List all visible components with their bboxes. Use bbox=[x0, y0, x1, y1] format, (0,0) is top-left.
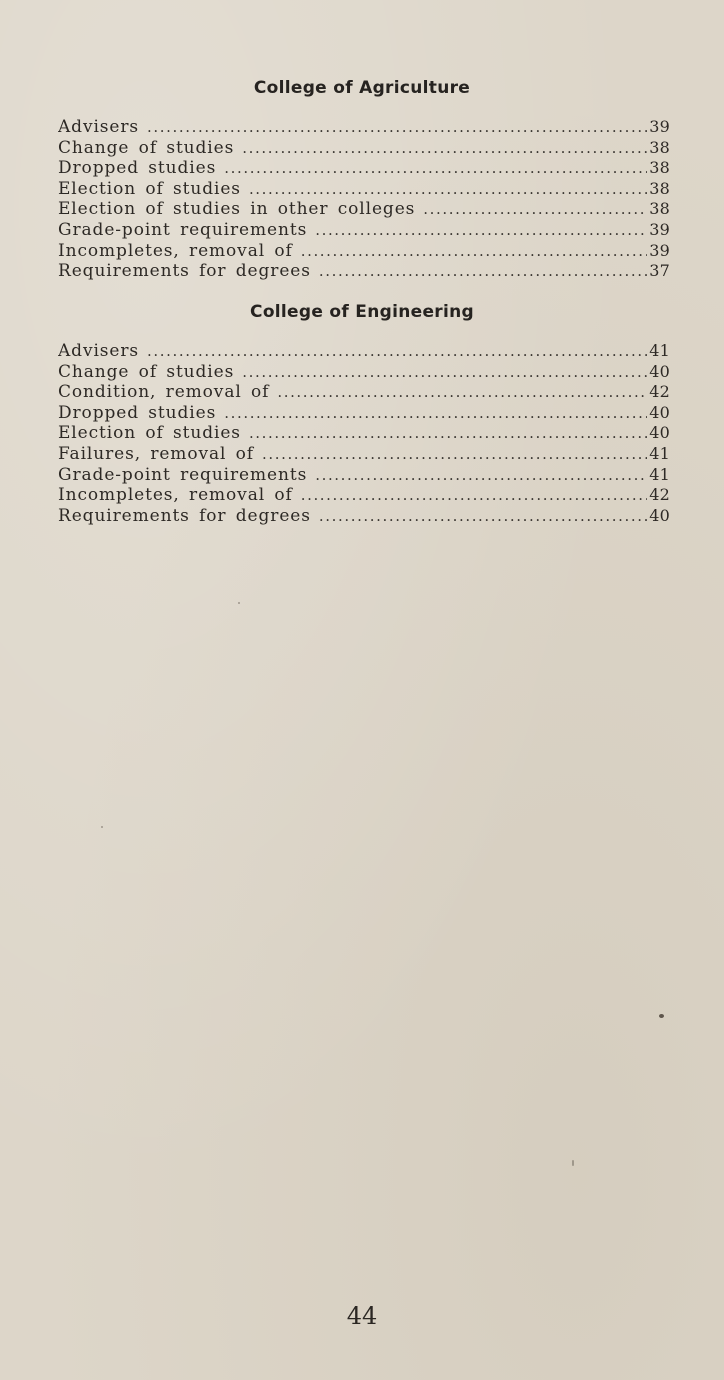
toc-entry-label: Incompletes, removal of bbox=[58, 240, 293, 261]
dot-leader bbox=[301, 241, 648, 262]
dot-leader bbox=[147, 117, 647, 138]
paper-speck bbox=[238, 602, 240, 604]
toc-entry-label: Advisers bbox=[58, 341, 140, 361]
toc-entry-label: Failures, removal of bbox=[58, 443, 254, 464]
toc-entry-page: 40 bbox=[649, 505, 670, 525]
toc-entry-label: Dropped studies bbox=[58, 402, 217, 423]
dot-leader bbox=[242, 362, 647, 383]
toc-entry-page: 40 bbox=[649, 423, 670, 443]
toc-entry-label: Dropped studies bbox=[58, 158, 217, 179]
toc-entry-label: Election of studies bbox=[58, 423, 241, 444]
toc-entry-page: 39 bbox=[649, 240, 670, 260]
toc-entry-page: 39 bbox=[649, 117, 670, 136]
toc-list-engineering bbox=[58, 341, 670, 526]
dot-leader bbox=[249, 423, 647, 444]
toc-entry-page: 39 bbox=[649, 219, 670, 239]
toc-entry bbox=[58, 261, 670, 282]
toc-entry bbox=[58, 138, 670, 159]
toc-entry-page: 42 bbox=[649, 382, 670, 402]
toc-entry-label: Requirements for degrees bbox=[58, 261, 311, 282]
dot-leader bbox=[315, 220, 647, 241]
toc-entry bbox=[58, 403, 670, 424]
toc-entry-page: 38 bbox=[649, 158, 670, 178]
dot-leader bbox=[319, 506, 647, 527]
toc-entry-page: 38 bbox=[649, 137, 670, 157]
toc-entry-label: Grade-point requirements bbox=[58, 464, 308, 485]
toc-entry bbox=[58, 423, 670, 444]
dot-leader bbox=[423, 199, 647, 220]
toc-entry-label: Condition, removal of bbox=[58, 382, 270, 403]
toc-entry-label: Election of studies in other colleges bbox=[58, 199, 416, 220]
toc-entry-page: 38 bbox=[649, 199, 670, 219]
toc-entry bbox=[58, 485, 670, 506]
toc-entry-page: 41 bbox=[649, 464, 670, 484]
toc-entry-label: Change of studies bbox=[58, 137, 235, 158]
toc-entry bbox=[58, 220, 670, 241]
toc-entry bbox=[58, 382, 670, 403]
toc-entry-label: Change of studies bbox=[58, 361, 235, 382]
toc-entry-page: 37 bbox=[649, 261, 670, 281]
toc-entry-page: 40 bbox=[649, 361, 670, 381]
dot-leader bbox=[301, 485, 648, 506]
dot-leader bbox=[224, 403, 647, 424]
toc-list-agriculture bbox=[58, 117, 670, 282]
paper-speck bbox=[659, 1014, 664, 1018]
toc-entry bbox=[58, 199, 670, 220]
dot-leader bbox=[315, 465, 647, 486]
toc-entry-label: Advisers bbox=[58, 117, 140, 137]
dot-leader bbox=[249, 179, 647, 200]
toc-entry bbox=[58, 362, 670, 383]
dot-leader bbox=[319, 261, 647, 282]
toc-entry bbox=[58, 444, 670, 465]
dot-leader bbox=[277, 382, 647, 403]
dot-leader bbox=[262, 444, 647, 465]
toc-entry-label: Incompletes, removal of bbox=[58, 485, 293, 506]
toc-entry bbox=[58, 158, 670, 179]
dot-leader bbox=[147, 341, 647, 362]
dot-leader bbox=[224, 158, 647, 179]
toc-entry bbox=[58, 465, 670, 486]
toc-entry-page: 42 bbox=[649, 485, 670, 505]
section-heading-engineering: College of Engineering bbox=[250, 302, 474, 322]
toc-entry-label: Election of studies bbox=[58, 178, 241, 199]
paper-speck bbox=[101, 826, 103, 828]
page-number: 44 bbox=[346, 1302, 378, 1330]
toc-entry-page: 38 bbox=[649, 178, 670, 198]
toc-entry-label: Grade-point requirements bbox=[58, 219, 308, 240]
toc-entry-label: Requirements for degrees bbox=[58, 505, 311, 526]
toc-entry bbox=[58, 506, 670, 527]
toc-entry-page: 40 bbox=[649, 402, 670, 422]
toc-entry-page: 41 bbox=[649, 341, 670, 360]
toc-entry bbox=[58, 179, 670, 200]
toc-entry-page: 41 bbox=[649, 443, 670, 463]
toc-entry bbox=[58, 341, 670, 362]
toc-entry bbox=[58, 117, 670, 138]
dot-leader bbox=[242, 138, 647, 159]
toc-entry bbox=[58, 241, 670, 262]
paper-speck bbox=[572, 1160, 574, 1166]
section-heading-agriculture: College of Agriculture bbox=[253, 78, 471, 98]
